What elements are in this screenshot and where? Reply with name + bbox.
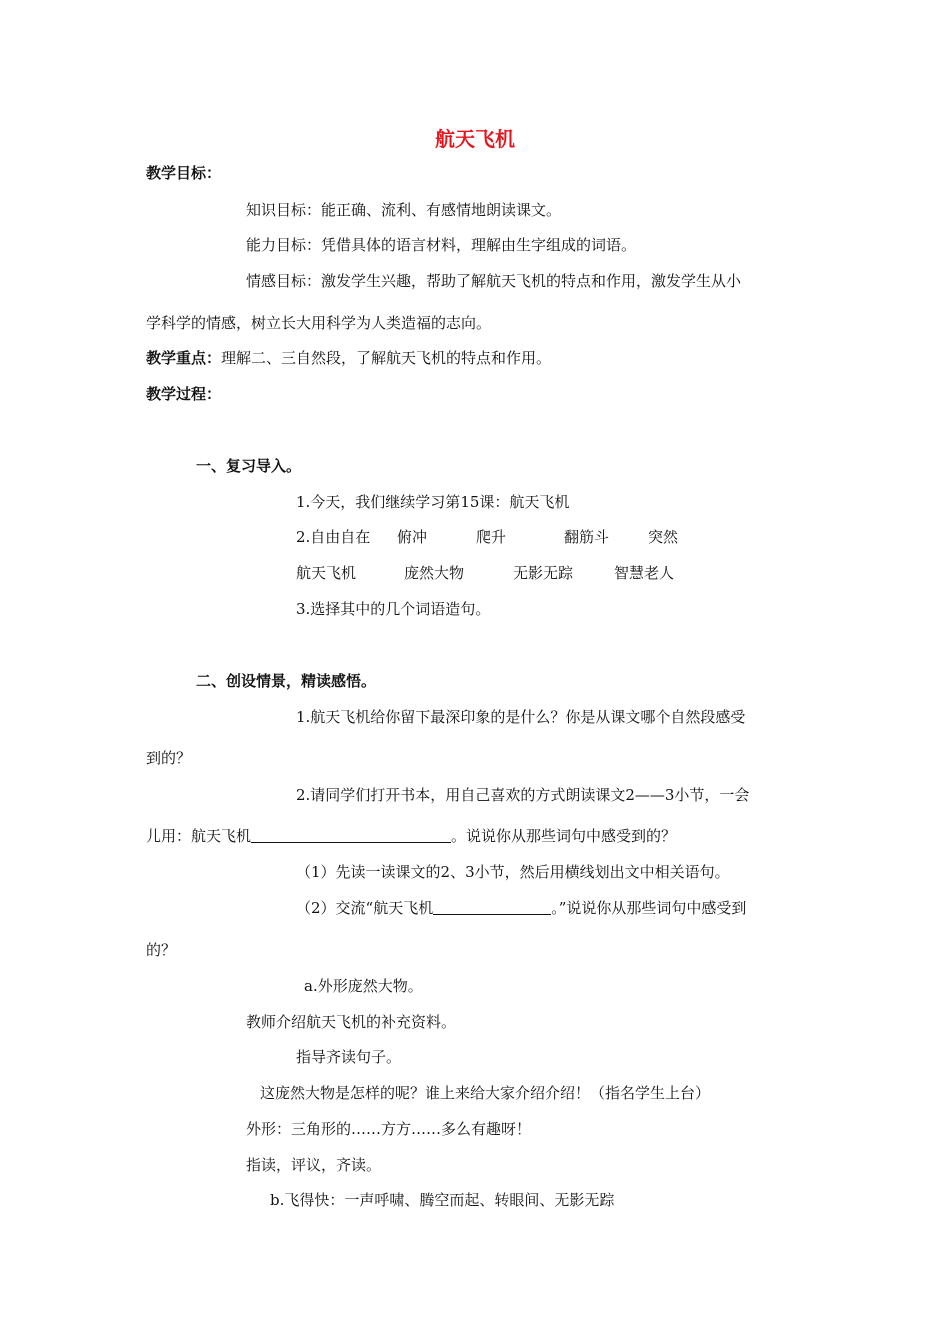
vocab-word: 爬升 <box>476 528 507 546</box>
answer-blank <box>251 827 451 843</box>
ability-objective: 能力目标：凭借具体的语言材料，理解由生字组成的词语。 <box>246 236 637 254</box>
section2-step1: （1）先读一读课文的2、3小节，然后用横线划出文中相关语句。 <box>296 863 730 881</box>
objectives-heading: 教学目标： <box>146 164 222 182</box>
section1-heading: 一、复习导入。 <box>196 457 302 475</box>
step2-prefix: （2）交流“航天飞机 <box>296 899 434 917</box>
section2-q2-line2 <box>146 826 676 846</box>
vocab-word: 庞然大物 <box>404 564 465 582</box>
vocab-word: 航天飞机 <box>296 564 357 582</box>
guide-reading: 指导齐读句子。 <box>296 1048 402 1066</box>
vocab-word: 无影无踪 <box>513 564 574 582</box>
teacher-intro: 教师介绍航天飞机的补充资料。 <box>246 1013 457 1031</box>
section2-step2-line2: 的？ <box>146 941 177 959</box>
vocab-word: 翻筋斗 <box>564 528 610 546</box>
document-title: 航天飞机 <box>435 127 515 151</box>
key-points <box>146 348 551 368</box>
vocab-word: 智慧老人 <box>614 564 675 582</box>
emotion-objective-line1: 情感目标：激发学生兴趣，帮助了解航天飞机的特点和作用，激发学生从小 <box>246 272 742 290</box>
answer-blank <box>433 899 551 915</box>
step2-suffix: 。”说说你从那些词句中感受到 <box>551 899 747 917</box>
section2-q2-line1: 2.请同学们打开书本，用自己喜欢的方式朗读课文2——3小节，一会 <box>296 786 750 804</box>
vocab-word: 突然 <box>648 528 679 546</box>
knowledge-objective: 知识目标：能正确、流利、有感情地朗读课文。 <box>246 201 562 219</box>
section1-item1: 1.今天，我们继续学习第15课：航天飞机 <box>296 493 570 511</box>
section2-step2-line1 <box>296 898 746 918</box>
process-heading: 教学过程： <box>146 385 222 403</box>
section1-item2-prefix: 2.自由自在 <box>296 528 371 546</box>
section2-heading: 二、创设情景，精读感悟。 <box>196 672 377 690</box>
q2-prefix: 儿用：航天飞机 <box>146 827 252 845</box>
vocab-word: 俯冲 <box>397 528 428 546</box>
point-a: a.外形庞然大物。 <box>304 977 423 995</box>
point-b: b.飞得快：一声呼啸、腾空而起、转眼间、无影无踪 <box>270 1191 615 1209</box>
section2-q1-line1: 1.航天飞机给你留下最深印象的是什么？你是从课文哪个自然段感受 <box>296 708 746 726</box>
key-points-text: 理解二、三自然段，了解航天飞机的特点和作用。 <box>221 349 552 367</box>
section2-q1-line2: 到的？ <box>146 749 192 767</box>
shape-line: 外形：三角形的……方方……多么有趣呀！ <box>246 1120 532 1138</box>
emotion-objective-line2: 学科学的情感，树立长大用科学为人类造福的志向。 <box>146 314 492 332</box>
key-points-label: 教学重点： <box>146 349 222 367</box>
question-line: 这庞然大物是怎样的呢？谁上来给大家介绍介绍！（指名学生上台） <box>260 1084 711 1102</box>
read-line: 指读，评议，齐读。 <box>246 1156 382 1174</box>
section1-item3: 3.选择其中的几个词语造句。 <box>296 600 491 618</box>
q2-suffix: 。说说你从那些词句中感受到的？ <box>451 827 677 845</box>
